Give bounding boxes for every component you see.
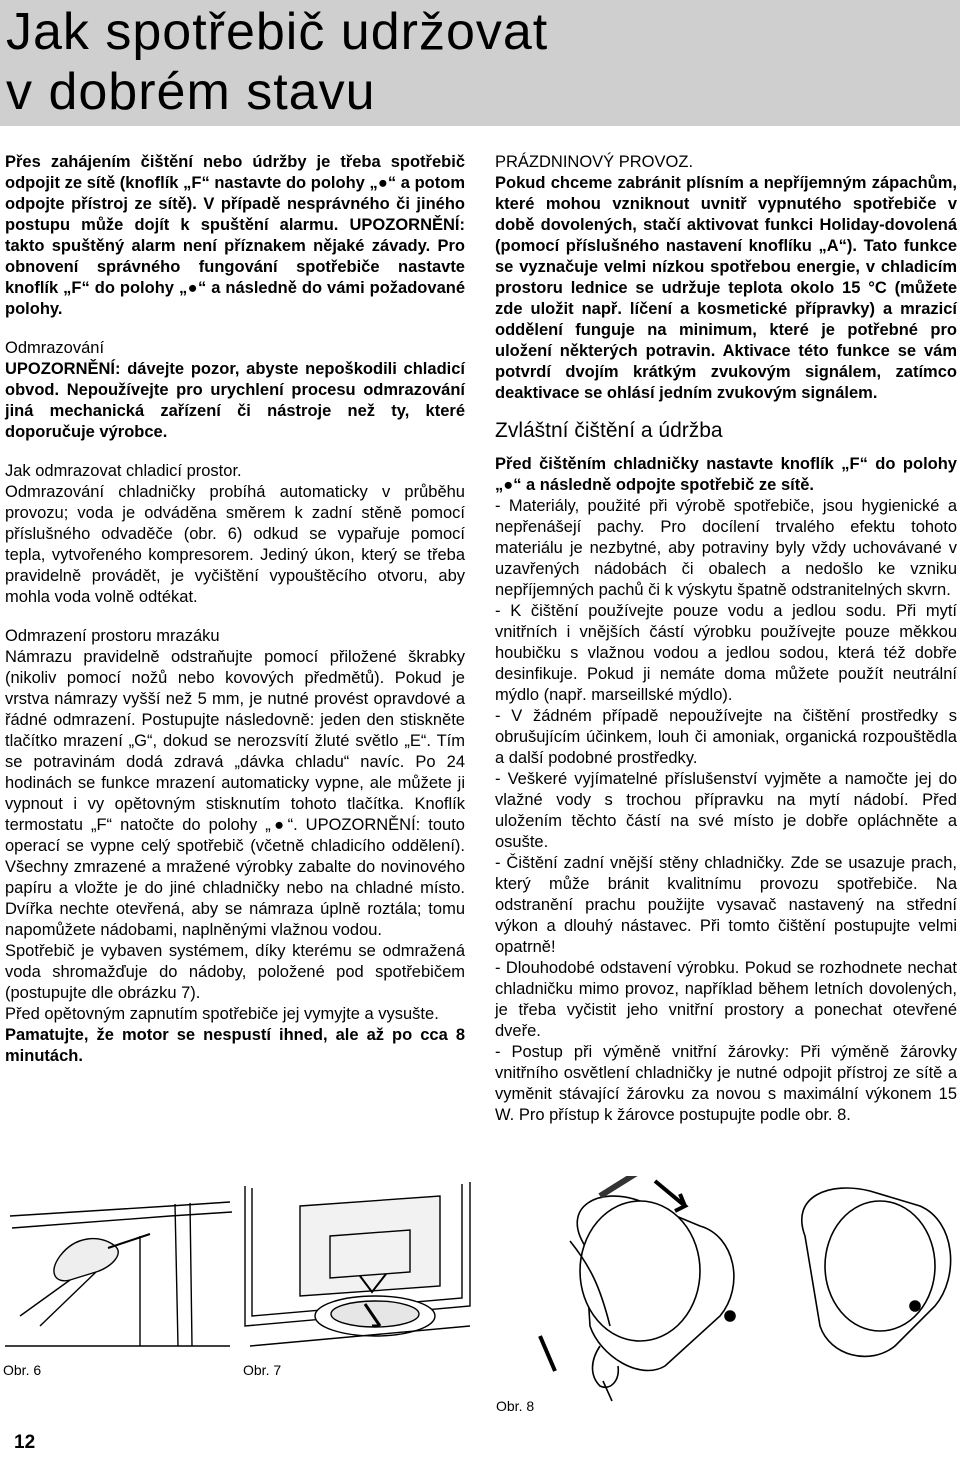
title-banner (0, 0, 960, 126)
left-paragraph: Odmrazení prostoru mrazáku (5, 627, 220, 645)
right-paragraph: Pokud chceme zabránit plísním a nepříjemným zápachům, které mohou vzniknout uvnitř vypnutého spotřebiče v době dovolených, stačí aktivovat funkci Holiday-dovolená (pomocí příslušného nastavení knoflíku „A“). Tato funkce se vyznačuje velmi nízkou spotřebou energie, v chladicím prostoru lednice se udržuje teplota okolo 15 °C (můžete zde uložit např. líčení a kosmetické přípravky) a mrazicí oddělení funguje na minimum, které je potřebné pro uložení některých potravin. Aktivace této funkce se vám potvrdí dvojím krátkým zvukovým signálem, zatímco deaktivace se ohlásí jedním zvukovým signálem. (495, 174, 957, 402)
section-heading: Zvláštní čištění a údržba (495, 419, 723, 442)
fig7-caption: Obr. 7 (243, 1362, 282, 1378)
left-paragraph: UPOZORNĚNÍ: dávejte pozor, abyste nepoškodili chladicí obvod. Nepoužívejte pro urychlení procesu odmrazování jiná mechanická zařízení či nástroje než ty, které doporučuje výrobce. (5, 360, 465, 441)
right-paragraph: - K čištění používejte pouze vodu a jedlou sodu. Při mytí vnitřních i vnějších částí výrobku používejte pouze měkkou houbičku s vlažnou vodou a jedlou sodou, která též dobře desinfikuje. Pokud ji nemáte doma můžete použít neutrální mýdlo (např. marseillské mýdlo). (495, 602, 957, 704)
page-number: 12 (14, 1432, 36, 1453)
left-spacer (5, 443, 465, 461)
title-line-2: v dobrém stavu (6, 63, 376, 121)
left-spacer (5, 320, 465, 338)
left-paragraph: Jak odmrazovat chladicí prostor. (5, 462, 242, 480)
right-paragraph: Před čištěním chladničky nastavte knoflík „F“ do polohy „●“ a následně odpojte spotřebič ze sítě. (495, 455, 957, 494)
title-line-1: Jak spotřebič udržovat (6, 3, 549, 61)
left-paragraph: Přes zahájením čištění nebo údržby je třeba spotřebič odpojit ze sítě (knoflík „F“ nastavte do polohy „●“ a potom odpojte přístroj ze sítě). V případě nesprávného či jiného postupu může dojít k spuštění alarmu. UPOZORNĚNÍ: takto spuštěný alarm není příznakem nějaké závady. Pro obnovení správného fungování spotřebiče nastavte knoflík „F“ do polohy „●“ a následně do vámi požadované polohy. (5, 153, 465, 318)
left-spacer (5, 608, 465, 626)
left-paragraph: Pamatujte, že motor se nespustí ihned, ale až po cca 8 minutách. (5, 1026, 465, 1065)
right-paragraph: - Veškeré vyjímatelné příslušenství vyjměte a namočte jej do vlažné vody s trochou přípravku na mytí nádobí. Před uložením těchto částí na své místo je dobře opláchněte a osušte. (495, 770, 957, 851)
right-paragraph: - Čištění zadní vnější stěny chladničky. Zde se usazuje prach, který může bránit kvalitnímu provozu spotřebiče. Na odstranění prachu použijte vysavač nastavený na střední výkon a dlouhý nástavec. Při tomto čištění postupujte velmi opatrně! (495, 854, 957, 956)
fig7-illustration (245, 1182, 470, 1346)
left-paragraph: Odmrazování (5, 339, 105, 357)
left-paragraph: Odmrazování chladničky probíhá automaticky v průběhu provozu; voda je odváděna směrem k zadní stěně pomocí příslušného odvaděče (obr. 6) odkud se vypařuje pomocí tepla, vytvořeného kompresorem. Jediný úkon, který se třeba pravidelně provádět, je vyčištění vypouštěcího otvoru, aby mohla voda volně odtékat. (5, 483, 465, 606)
right-paragraph: - V žádném případě nepoužívejte na čištění prostředky s obrušujícím účinkem, louh či amoniak, organická rozpouštědla a další podobné prostředky. (495, 707, 957, 767)
fig8-caption: Obr. 8 (496, 1398, 535, 1414)
right-paragraph: PRÁZDNINOVÝ PROVOZ. (495, 153, 694, 171)
right-column (495, 152, 957, 1126)
right-paragraph: - Postup při výměně vnitřní žárovky: Při výměně žárovky vnitřního osvětlení chladničky je nutné odpojit přístroj ze sítě a vyměnit stávající žárovku za novou s maximální výkonem 15 W. Pro přístup k žárovce postupujte podle obr. 8. (495, 1043, 957, 1124)
right-paragraph: - Dlouhodobé odstavení výrobku. Pokud se rozhodnete nechat chladničku mimo provoz, například během letních dovolených, je třeba vyčistit jeho vnitřní prostory a ponechat otevřené dveře. (495, 959, 957, 1040)
left-column (5, 152, 465, 1067)
fig6-caption: Obr. 6 (3, 1362, 42, 1378)
fig6-illustration (0, 1176, 235, 1351)
figures-area (0, 1176, 960, 1416)
left-paragraph: Námrazu pravidelně odstraňujte pomocí přiložené škrabky (nikoliv pomocí nožů nebo kovových předmětů). Pokud je vrstva námrazy vyšší než 5 mm, je nutné provést opravdové a řádné odmrazení. Postupujte následovně: jeden den stiskněte tlačítko mrazení „G“, dokud se nerozsvítí žluté světlo „E“. Tím se potravinám dodá zdravá „dávka chladu“ navíc. Po 24 hodinách se funkce mrazení automaticky vypne, ale můžete ji vypnout i vy opětovným stisknutím tohoto tlačítka. Knoflík termostatu „F“ natočte do polohy „●“. UPOZORNĚNÍ: touto operací se vypne celý spotřebič (včetně chladicího oddělení). Všechny zmrazené a mražené výrobky zabalte do novinového papíru a vložte je do jiné chladničky nebo na chladné místo. Dvířka nechte otevřená, aby se námraza úplně roztála; tomu napomůžete nádobami, naplněnými vlažnou vodou. (5, 648, 465, 939)
right-paragraph: - Materiály, použité při výrobě spotřebiče, jsou hygienické a nepřenášejí pachy. Pro docílení trvalého efektu tohoto materiálu je nezbytné, aby potraviny byly vždy uchovávané v uzavřených nádobách či obalech a nedošlo ke vzniku nepříjemných pachů či k výskytu špatně odstranitelných skvrn. (495, 497, 957, 599)
illustrations (0, 1176, 960, 1416)
left-paragraph: Spotřebič je vybaven systémem, díky kterému se odmražená voda shromažďuje do nádoby, položené pod spotřebičem (postupujte dle obrázku 7). (5, 942, 465, 1002)
fig8-illustration (540, 1176, 951, 1401)
left-paragraph: Před opětovným zapnutím spotřebiče jej vymyjte a vysušte. (5, 1005, 439, 1023)
page-title (6, 2, 548, 122)
